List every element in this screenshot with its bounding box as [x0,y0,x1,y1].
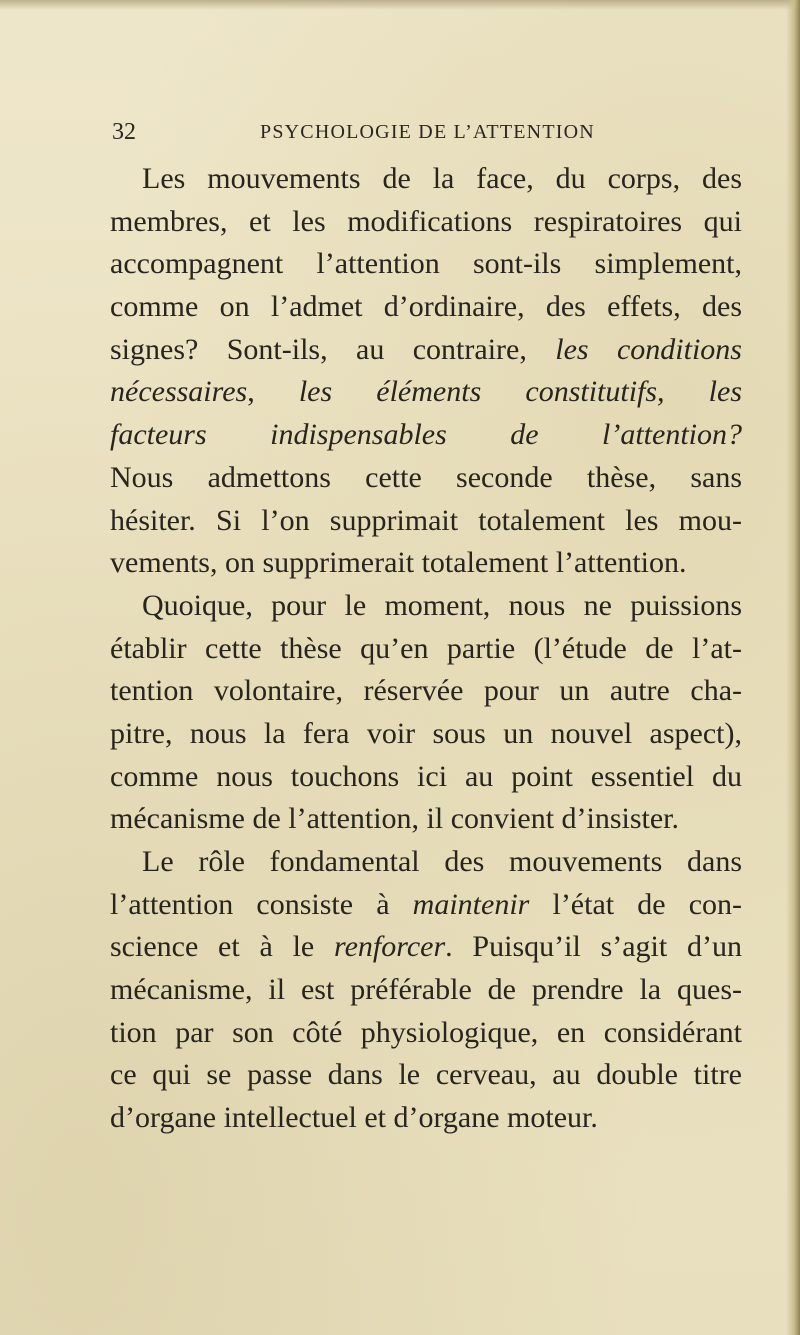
text-segment: , [247,375,299,409]
text-line [110,670,742,713]
text-line [110,841,742,884]
text-segment: d’organe intellectuel et d’organe moteur. [110,1101,598,1135]
text-line [110,542,742,585]
text-segment: Les mouvements de la face, du corps, des [142,162,742,195]
text-segment: comme nous touchons ici au point essentiel du [110,759,742,793]
text-line [110,926,742,969]
text-line [110,158,742,201]
text-segment: signes? Sont-ils, au contraire, [110,332,556,366]
text-segment: vements, on supprimerait totalement l’attention. [110,546,687,580]
text-segment: Quoique, pour le moment, nous ne puissions [142,588,742,622]
text-line [110,1097,742,1140]
text-segment: mécanisme de l’attention, il convient d’insister. [110,802,680,836]
italic-text: les conditions [555,332,742,366]
page-right-edge [786,0,800,1335]
text-line [110,286,742,329]
text-segment: établir cette thèse qu’en partie (l’étude de l’at- [110,631,742,665]
text-line [110,713,742,756]
italic-text: maintenir [412,887,530,921]
text-line [110,201,742,244]
running-head: PSYCHOLOGIE DE L’ATTENTION [260,121,595,143]
text-segment: tention volontaire, réservée pour un autre cha- [110,674,742,708]
text-segment: science et à le [110,930,335,964]
text-segment: mécanisme, il est préférable de prendre la ques- [110,973,742,1007]
text-line [110,628,742,671]
italic-text: les éléments constitutifs, les [298,375,743,409]
text-segment: pitre, nous la fera voir sous un nouvel aspect), [110,716,742,750]
text-segment: hésiter. Si l’on supprimait totalement les mou- [110,503,742,537]
italic-text: facteurs indispensables de l’attention? [110,418,742,452]
italic-text: nécessaires [110,375,248,409]
body-text [110,158,742,1140]
text-line [110,884,742,927]
text-segment: comme on l’admet d’ordinaire, des effets, des [110,290,742,324]
text-segment: . Puisqu’il s’agit d’un [445,930,742,964]
text-line [110,500,742,543]
text-line [110,243,742,286]
text-line [110,1054,742,1097]
text-line [110,1012,742,1055]
text-segment: l’état de con- [529,887,742,921]
page-header [112,119,732,149]
text-segment: membres, et les modifications respiratoires qui [110,204,742,238]
text-line [110,798,742,841]
text-segment: tion par son côté physiologique, en considérant [110,1015,742,1049]
italic-text: renforcer [334,930,446,964]
text-segment: Nous admettons cette seconde thèse, sans [110,460,742,494]
text-line [110,969,742,1012]
text-line [110,371,742,414]
text-line [110,329,742,372]
text-segment: accompagnent l’attention sont-ils simplement, [110,247,742,281]
text-line [110,585,742,628]
text-line [110,414,742,457]
text-segment: l’attention consiste à [110,887,413,921]
text-line [110,756,742,799]
page-top-edge [0,0,800,10]
text-segment: ce qui se passe dans le cerveau, au double titre [110,1058,742,1092]
text-segment: Le rôle fondamental des mouvements dans [142,845,742,878]
page-number: 32 [112,119,136,145]
text-line [110,457,742,500]
